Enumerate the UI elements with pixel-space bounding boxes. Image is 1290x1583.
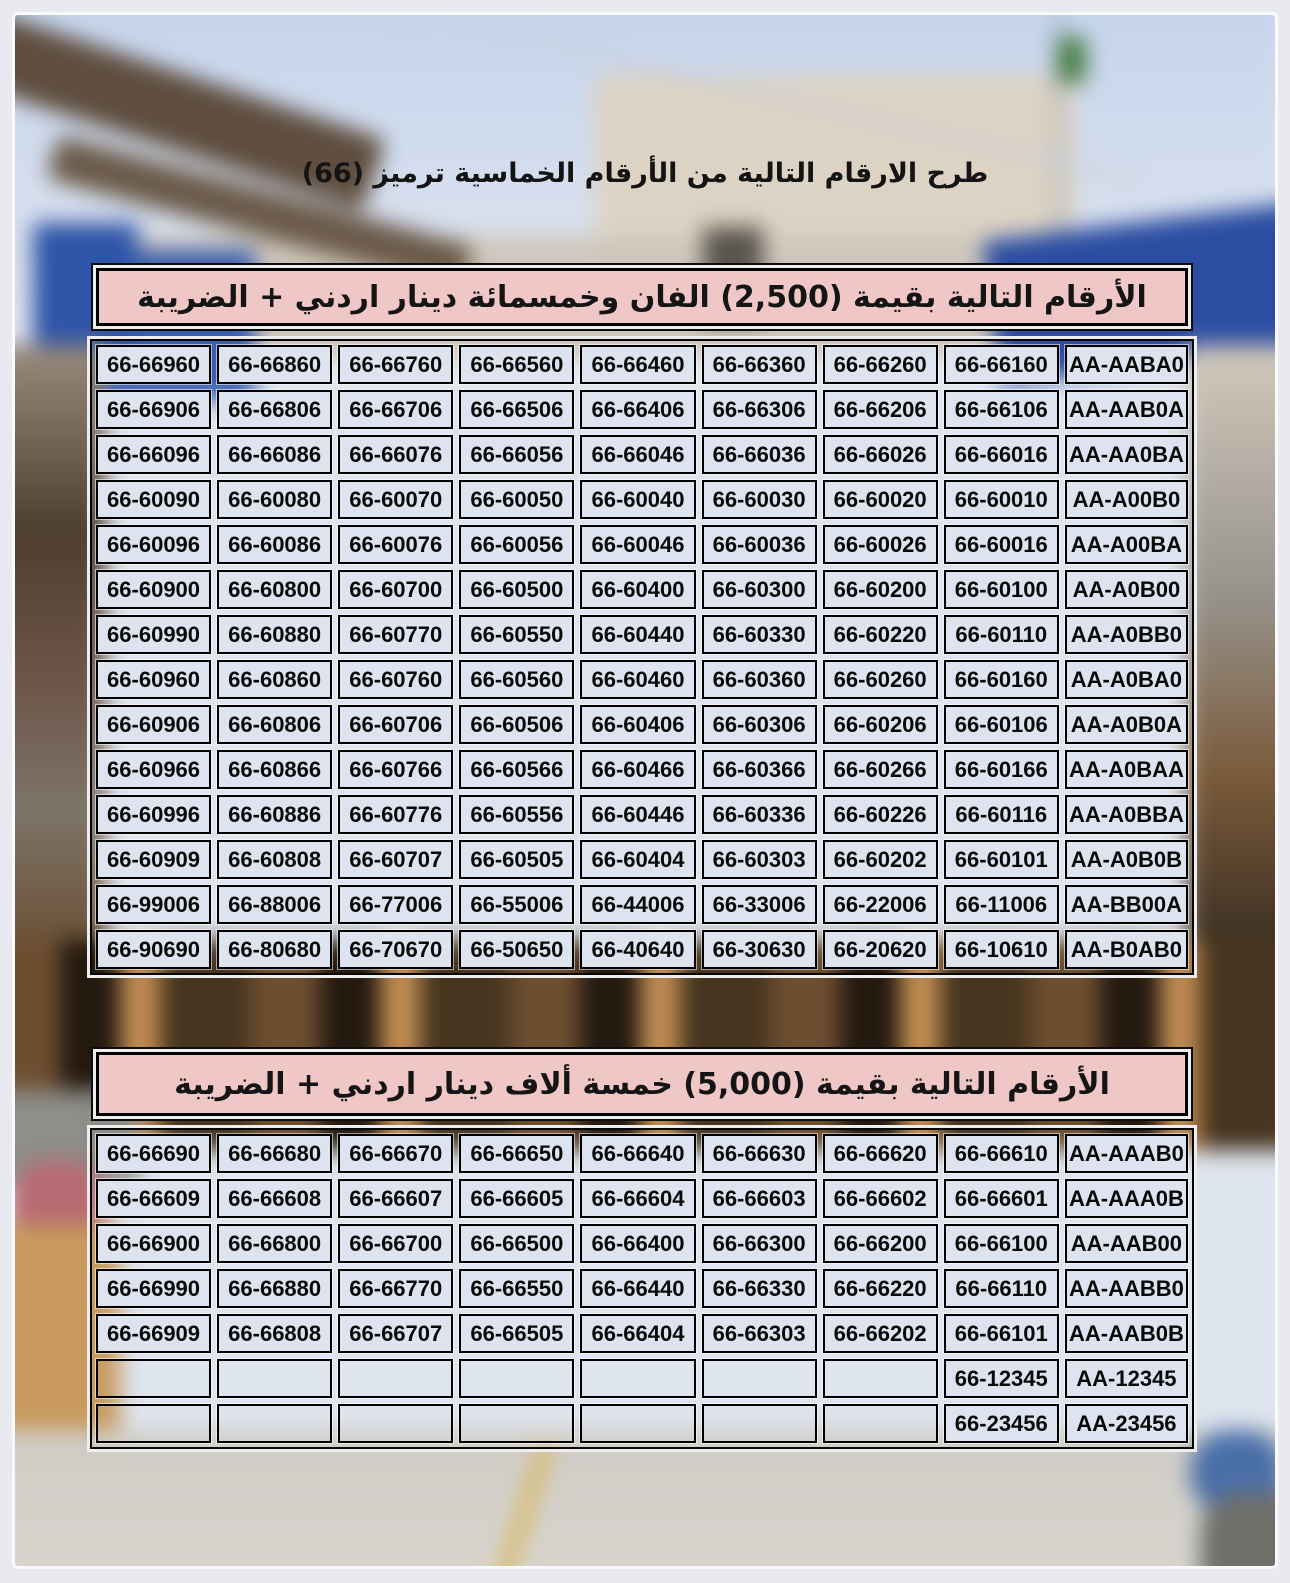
table-row <box>96 1224 1188 1263</box>
plate-number-cell: AA-AABB0 <box>1065 1269 1188 1308</box>
plate-number-cell: 66-88006 <box>217 885 332 924</box>
table-row <box>96 885 1188 924</box>
plate-number-cell: 66-60116 <box>944 795 1059 834</box>
plate-number-cell: 66-60056 <box>459 525 574 564</box>
table-row <box>96 1359 1188 1398</box>
plate-number-cell: 66-60550 <box>459 615 574 654</box>
plate-number-cell: 66-66900 <box>96 1224 211 1263</box>
plate-number-cell: 66-66601 <box>944 1179 1059 1218</box>
plate-number-cell: 66-60808 <box>217 840 332 879</box>
plate-number-cell: 66-60206 <box>823 705 938 744</box>
plate-number-cell: 66-60090 <box>96 480 211 519</box>
plate-number-cell: 66-60306 <box>702 705 817 744</box>
bg-right-strip <box>1187 345 1278 965</box>
plate-number-cell: 66-66640 <box>580 1134 695 1173</box>
table-row <box>96 750 1188 789</box>
plate-number-cell: 66-66460 <box>580 345 695 384</box>
plate-number-cell: AA-A00B0 <box>1065 480 1188 519</box>
plate-number-cell: 66-66608 <box>217 1179 332 1218</box>
table-row <box>96 480 1188 519</box>
plate-number-cell: 66-60046 <box>580 525 695 564</box>
plate-number-cell: 66-66404 <box>580 1314 695 1353</box>
plate-number-cell: AA-A0B0B <box>1065 840 1188 879</box>
plate-number-cell: 66-60886 <box>217 795 332 834</box>
plate-number-cell: 66-66096 <box>96 435 211 474</box>
plate-number-cell: 66-60700 <box>338 570 453 609</box>
plate-number-cell: 66-60020 <box>823 480 938 519</box>
plate-number-cell: AA-A0B0A <box>1065 705 1188 744</box>
price-header-5000: الأرقام التالية بقيمة (5,000) خمسة ألاف دينار اردني + الضريبة <box>96 1052 1188 1116</box>
plate-number-cell: 66-66200 <box>823 1224 938 1263</box>
plate-number-cell: AA-AAB00 <box>1065 1224 1188 1263</box>
plate-number-cell: 66-60776 <box>338 795 453 834</box>
plate-number-cell: 66-60366 <box>702 750 817 789</box>
plate-number-cell: 66-60300 <box>702 570 817 609</box>
plate-number-cell: AA-A00BA <box>1065 525 1188 564</box>
table-row <box>96 840 1188 879</box>
plate-number-cell: 66-60560 <box>459 660 574 699</box>
plate-number-cell: 66-66506 <box>459 390 574 429</box>
plate-number-cell: 66-60226 <box>823 795 938 834</box>
plate-number-cell: 66-66106 <box>944 390 1059 429</box>
empty-cell <box>338 1404 453 1443</box>
plate-number-cell: 66-60966 <box>96 750 211 789</box>
plate-number-cell: 66-66303 <box>702 1314 817 1353</box>
plate-number-cell: AA-A0BAA <box>1065 750 1188 789</box>
table-row <box>96 1404 1188 1443</box>
plate-number-cell: 66-60566 <box>459 750 574 789</box>
plate-number-cell: 66-66909 <box>96 1314 211 1353</box>
empty-cell <box>459 1404 574 1443</box>
plate-number-cell: 66-60330 <box>702 615 817 654</box>
empty-cell <box>702 1404 817 1443</box>
plate-number-cell: 66-60460 <box>580 660 695 699</box>
empty-cell <box>217 1359 332 1398</box>
plate-number-cell: AA-A0BB0 <box>1065 615 1188 654</box>
plate-number-cell: 66-66707 <box>338 1314 453 1353</box>
plate-number-cell: 66-66101 <box>944 1314 1059 1353</box>
plate-number-cell: 66-60110 <box>944 615 1059 654</box>
plate-number-cell: AA-AA0BA <box>1065 435 1188 474</box>
plate-number-cell: 66-80680 <box>217 930 332 969</box>
plate-number-cell: 66-60960 <box>96 660 211 699</box>
table-row <box>96 615 1188 654</box>
empty-cell <box>217 1404 332 1443</box>
plate-number-cell: 66-60202 <box>823 840 938 879</box>
plate-number-cell: 66-60760 <box>338 660 453 699</box>
plate-number-cell: 66-60906 <box>96 705 211 744</box>
plate-number-cell: 66-66406 <box>580 390 695 429</box>
plate-number-cell: 66-66605 <box>459 1179 574 1218</box>
page-title: طرح الارقام التالية من الأرقام الخماسية ترميز (66) <box>301 158 989 189</box>
plate-number-cell: 66-60016 <box>944 525 1059 564</box>
plate-number-cell: 66-60101 <box>944 840 1059 879</box>
plate-number-cell: 66-60303 <box>702 840 817 879</box>
plate-number-cell: 66-60360 <box>702 660 817 699</box>
plate-number-cell: 66-12345 <box>944 1359 1059 1398</box>
plate-number-cell: 66-11006 <box>944 885 1059 924</box>
plate-number-cell: 66-60446 <box>580 795 695 834</box>
plate-number-cell: 66-60080 <box>217 480 332 519</box>
plate-number-cell: AA-23456 <box>1065 1404 1188 1443</box>
plate-number-cell: 66-70670 <box>338 930 453 969</box>
plate-number-cell: 66-66860 <box>217 345 332 384</box>
plate-number-cell: 66-66560 <box>459 345 574 384</box>
table-row <box>96 1134 1188 1173</box>
plate-number-cell: 66-66609 <box>96 1179 211 1218</box>
plate-number-cell: 66-60440 <box>580 615 695 654</box>
plate-number-cell: 66-66607 <box>338 1179 453 1218</box>
plate-number-cell: 66-66620 <box>823 1134 938 1173</box>
plate-number-cell: 66-60406 <box>580 705 695 744</box>
plate-number-cell: AA-AAA0B <box>1065 1179 1188 1218</box>
plate-number-cell: 66-66550 <box>459 1269 574 1308</box>
plate-number-cell: 66-66330 <box>702 1269 817 1308</box>
plate-number-cell: AA-AAB0A <box>1065 390 1188 429</box>
plates-table-2500 <box>90 339 1194 975</box>
plate-number-cell: 66-66706 <box>338 390 453 429</box>
plate-number-cell: 66-60860 <box>217 660 332 699</box>
plate-number-cell: 66-66990 <box>96 1269 211 1308</box>
table-row <box>96 795 1188 834</box>
plate-number-cell: 66-60404 <box>580 840 695 879</box>
plate-number-cell: 66-60909 <box>96 840 211 879</box>
plate-number-cell: 66-66220 <box>823 1269 938 1308</box>
plate-number-cell: 66-60556 <box>459 795 574 834</box>
plate-number-cell: AA-12345 <box>1065 1359 1188 1398</box>
plate-number-cell: 66-60800 <box>217 570 332 609</box>
plate-number-cell: 66-66086 <box>217 435 332 474</box>
plate-number-cell: 66-55006 <box>459 885 574 924</box>
empty-cell <box>96 1404 211 1443</box>
plate-number-cell: 66-60806 <box>217 705 332 744</box>
empty-cell <box>823 1359 938 1398</box>
plate-number-cell: 66-60505 <box>459 840 574 879</box>
plate-number-cell: 66-60036 <box>702 525 817 564</box>
plate-number-cell: 66-30630 <box>702 930 817 969</box>
plate-number-cell: 66-66650 <box>459 1134 574 1173</box>
plate-number-cell: 66-66604 <box>580 1179 695 1218</box>
plate-number-cell: 66-66806 <box>217 390 332 429</box>
table-row <box>96 345 1188 384</box>
table-row <box>96 435 1188 474</box>
plate-number-cell: 66-66760 <box>338 345 453 384</box>
plate-number-cell: 66-66602 <box>823 1179 938 1218</box>
plate-number-cell: 66-20620 <box>823 930 938 969</box>
plate-number-cell: 66-60506 <box>459 705 574 744</box>
plate-number-cell: AA-A0BBA <box>1065 795 1188 834</box>
plate-number-cell: 66-60096 <box>96 525 211 564</box>
empty-cell <box>580 1359 695 1398</box>
plate-number-cell: 66-60260 <box>823 660 938 699</box>
plate-number-cell: 66-66056 <box>459 435 574 474</box>
plate-number-cell: 66-60266 <box>823 750 938 789</box>
plate-number-cell: 66-10610 <box>944 930 1059 969</box>
plate-number-cell: 66-66960 <box>96 345 211 384</box>
plate-number-cell: 66-66603 <box>702 1179 817 1218</box>
plate-number-cell: 66-60100 <box>944 570 1059 609</box>
plate-number-cell: 66-66300 <box>702 1224 817 1263</box>
table-row <box>96 660 1188 699</box>
plate-number-cell: 66-66260 <box>823 345 938 384</box>
plate-number-cell: 66-66100 <box>944 1224 1059 1263</box>
plate-number-cell: 66-66400 <box>580 1224 695 1263</box>
table-row <box>96 705 1188 744</box>
plate-number-cell: 66-23456 <box>944 1404 1059 1443</box>
plate-number-cell: 66-60030 <box>702 480 817 519</box>
plate-number-cell: 66-60400 <box>580 570 695 609</box>
plate-number-cell: 66-60996 <box>96 795 211 834</box>
plate-number-cell: 66-60076 <box>338 525 453 564</box>
plate-number-cell: 66-66026 <box>823 435 938 474</box>
plate-number-cell: 66-66500 <box>459 1224 574 1263</box>
plate-number-cell: AA-A0B00 <box>1065 570 1188 609</box>
plate-number-cell: 66-77006 <box>338 885 453 924</box>
plate-number-cell: 66-66046 <box>580 435 695 474</box>
plate-number-cell: 66-60466 <box>580 750 695 789</box>
price-header-2500: الأرقام التالية بقيمة (2,500) الفان وخمسمائة دينار اردني + الضريبة <box>96 268 1188 326</box>
plate-number-cell: AA-AAAB0 <box>1065 1134 1188 1173</box>
plate-number-cell: 66-66680 <box>217 1134 332 1173</box>
table-row <box>96 1314 1188 1353</box>
empty-cell <box>580 1404 695 1443</box>
plate-number-cell: 66-66202 <box>823 1314 938 1353</box>
plate-number-cell: 66-60050 <box>459 480 574 519</box>
plate-number-cell: 66-60900 <box>96 570 211 609</box>
plate-number-cell: 66-60086 <box>217 525 332 564</box>
plate-number-cell: 66-66036 <box>702 435 817 474</box>
table-row <box>96 570 1188 609</box>
plates-table-5000 <box>90 1128 1194 1449</box>
plate-number-cell: 66-60220 <box>823 615 938 654</box>
plate-number-cell: 66-66630 <box>702 1134 817 1173</box>
plate-number-cell: 66-60040 <box>580 480 695 519</box>
empty-cell <box>459 1359 574 1398</box>
plate-number-cell: 66-40640 <box>580 930 695 969</box>
table-row <box>96 390 1188 429</box>
bg-green-flag <box>1058 37 1086 83</box>
plate-number-cell: 66-60880 <box>217 615 332 654</box>
plate-number-cell: 66-60707 <box>338 840 453 879</box>
table-row <box>96 1179 1188 1218</box>
table-row <box>96 930 1188 969</box>
plate-number-cell: 66-44006 <box>580 885 695 924</box>
plate-number-cell: 66-66110 <box>944 1269 1059 1308</box>
plate-number-cell: 66-66306 <box>702 390 817 429</box>
table-row <box>96 1269 1188 1308</box>
plate-number-cell: 66-90690 <box>96 930 211 969</box>
bg-road <box>12 1430 1278 1569</box>
plate-number-cell: 66-60200 <box>823 570 938 609</box>
plate-number-cell: 66-60706 <box>338 705 453 744</box>
plate-number-cell: AA-A0BA0 <box>1065 660 1188 699</box>
plate-number-cell: 66-50650 <box>459 930 574 969</box>
plate-number-cell: AA-AAB0B <box>1065 1314 1188 1353</box>
plate-number-cell: AA-B0AB0 <box>1065 930 1188 969</box>
plate-number-cell: 66-66770 <box>338 1269 453 1308</box>
empty-cell <box>96 1359 211 1398</box>
plate-number-cell: 66-60160 <box>944 660 1059 699</box>
plate-number-cell: 66-60990 <box>96 615 211 654</box>
plate-number-cell: 66-99006 <box>96 885 211 924</box>
plate-number-cell: 66-66440 <box>580 1269 695 1308</box>
table-row <box>96 525 1188 564</box>
plate-number-cell: 66-66610 <box>944 1134 1059 1173</box>
plate-number-cell: AA-AABA0 <box>1065 345 1188 384</box>
plate-number-cell: 66-66670 <box>338 1134 453 1173</box>
plate-number-cell: 66-60026 <box>823 525 938 564</box>
plate-number-cell: AA-BB00A <box>1065 885 1188 924</box>
empty-cell <box>338 1359 453 1398</box>
plate-number-cell: 66-66206 <box>823 390 938 429</box>
empty-cell <box>702 1359 817 1398</box>
plate-number-cell: 66-66076 <box>338 435 453 474</box>
plate-number-cell: 66-60070 <box>338 480 453 519</box>
plate-number-cell: 66-66906 <box>96 390 211 429</box>
plate-number-cell: 66-33006 <box>702 885 817 924</box>
plate-number-cell: 66-60106 <box>944 705 1059 744</box>
plate-number-cell: 66-66880 <box>217 1269 332 1308</box>
plate-number-cell: 66-66160 <box>944 345 1059 384</box>
plate-number-cell: 66-60766 <box>338 750 453 789</box>
plate-number-cell: 66-22006 <box>823 885 938 924</box>
plate-number-cell: 66-60770 <box>338 615 453 654</box>
plate-number-cell: 66-66505 <box>459 1314 574 1353</box>
plate-number-cell: 66-66016 <box>944 435 1059 474</box>
empty-cell <box>823 1404 938 1443</box>
plate-number-cell: 66-66700 <box>338 1224 453 1263</box>
plate-number-cell: 66-60166 <box>944 750 1059 789</box>
plate-number-cell: 66-60010 <box>944 480 1059 519</box>
plate-number-cell: 66-60866 <box>217 750 332 789</box>
plate-number-cell: 66-66360 <box>702 345 817 384</box>
plate-number-cell: 66-66800 <box>217 1224 332 1263</box>
bg-dark-blob-bottom-right <box>1200 1493 1278 1569</box>
plate-number-cell: 66-60500 <box>459 570 574 609</box>
plate-number-cell: 66-66690 <box>96 1134 211 1173</box>
plate-number-cell: 66-66808 <box>217 1314 332 1353</box>
plate-number-cell: 66-60336 <box>702 795 817 834</box>
